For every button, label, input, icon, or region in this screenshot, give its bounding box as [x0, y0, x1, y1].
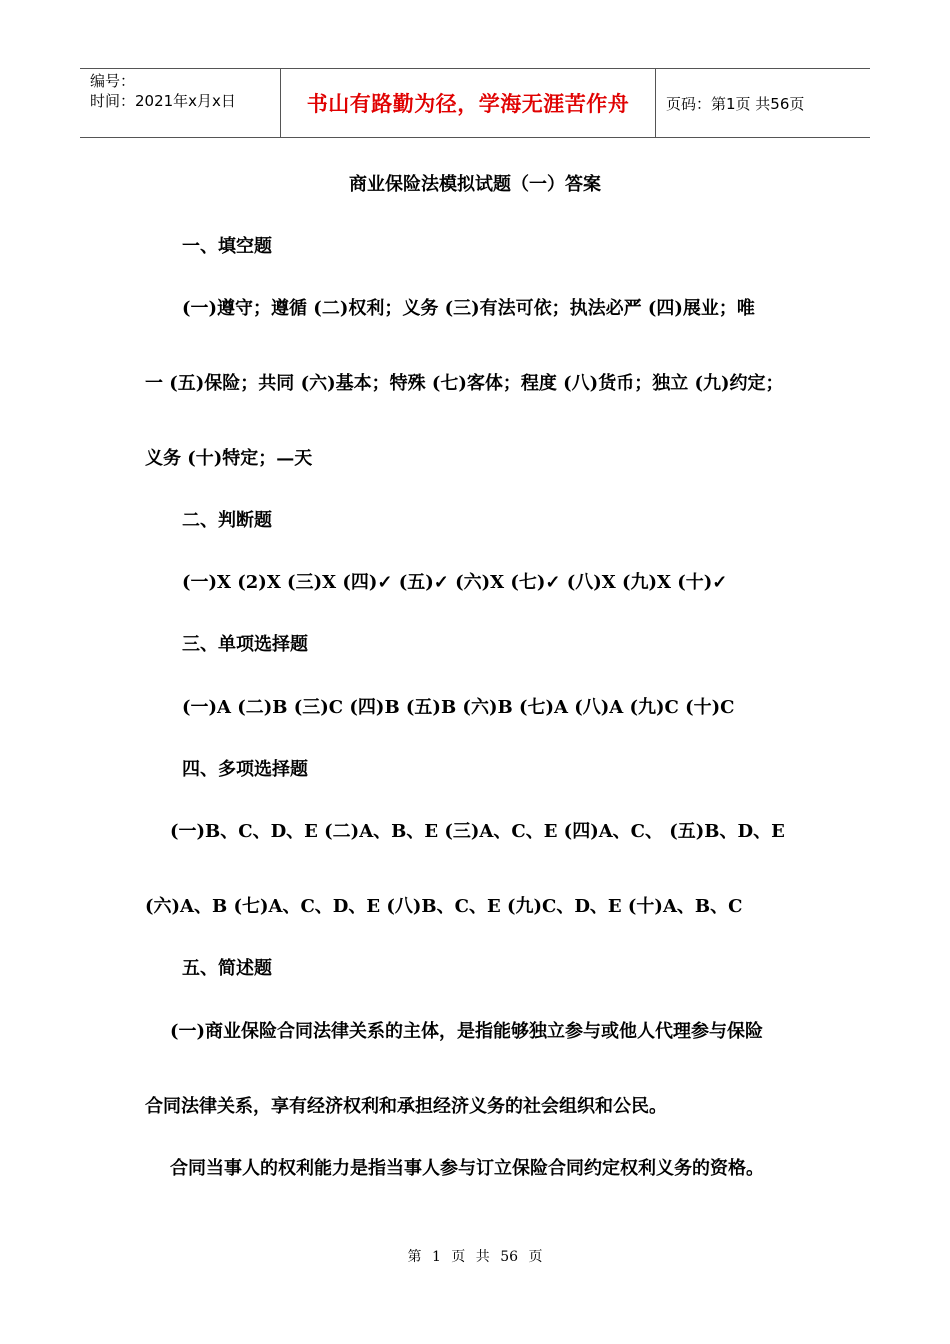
number-label: 编号： [90, 72, 136, 90]
paragraph-line: 合同法律关系，享有经济权利和承担经济义务的社会组织和公民。 [145, 1096, 667, 1117]
header-motto: 书山有路勤为径，学海无涯苦作舟 [280, 69, 656, 137]
header-page-info: 页码：第1页 共56页 [666, 94, 805, 113]
paragraph-line: (一)A (二)B (三)C (四)B (五)B (六)B (七)A (八)A (九)C (十)C [182, 697, 735, 718]
section-heading: 二、判断题 [182, 510, 272, 531]
paragraph-line: 义务 (十)特定；—天 [145, 448, 313, 469]
paragraph-line: (一)B、C、D、E (二)A、B、E (三)A、C、E (四)A、C、 (五)B、D、E [170, 821, 785, 842]
paragraph-line: (一)商业保险合同法律关系的主体，是指能够独立参与或他人代理参与保险 [170, 1021, 764, 1042]
paragraph-line: (一)遵守；遵循 (二)权利；义务 (三)有法可依；执法必严 (四)展业；唯 [182, 298, 755, 319]
paragraph-line: 一 (五)保险；共同 (六)基本；特殊 (七)客体；程度 (八)货币；独立 (九)约定； [145, 373, 784, 394]
document-title: 商业保险法模拟试题（一）答案 [349, 174, 601, 195]
paragraph-line: (六)A、B (七)A、C、D、E (八)B、C、E (九)C、D、E (十)A、B、C [145, 896, 743, 917]
section-heading: 五、简述题 [182, 958, 272, 979]
section-heading: 四、多项选择题 [182, 759, 308, 780]
page-footer: 第 1 页 共 56 页 [407, 1249, 543, 1265]
paragraph-line: (一)X (2)X (三)X (四)✓ (五)✓ (六)X (七)✓ (八)X (九)X (十)✓ [182, 572, 728, 593]
header-meta [80, 69, 280, 137]
paragraph-line: 合同当事人的权利能力是指当事人参与订立保险合同约定权利义务的资格。 [170, 1158, 764, 1179]
time-label: 时间：2021年x月x日 [90, 92, 236, 110]
section-heading: 一、填空题 [182, 236, 272, 257]
section-heading: 三、单项选择题 [182, 634, 308, 655]
page-header [80, 68, 870, 138]
